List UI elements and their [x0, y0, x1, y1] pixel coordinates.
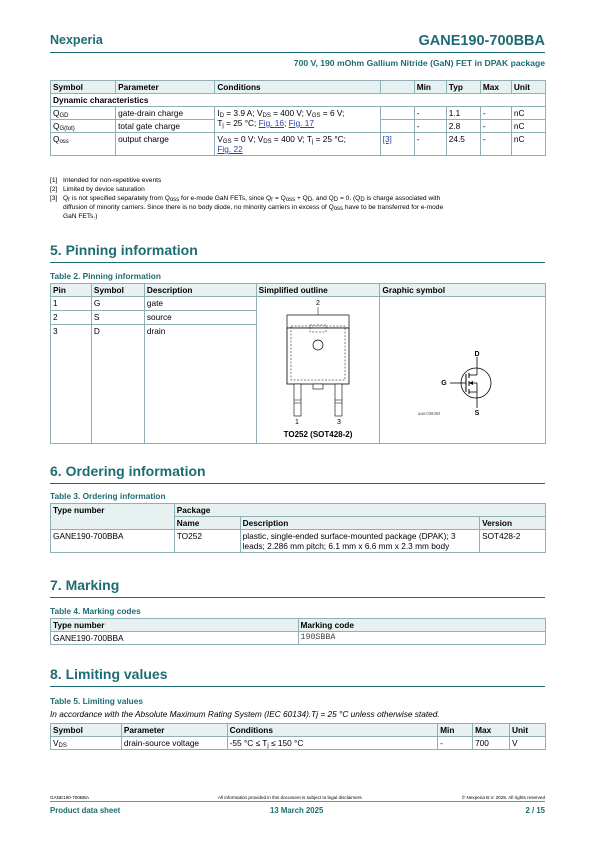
table-row: [51, 107, 546, 120]
section-title-marking: 7. Marking: [50, 577, 120, 593]
description-cell: gate: [144, 297, 256, 311]
source-label: S: [475, 410, 480, 417]
table-caption: Table 2. Pinning information: [50, 271, 161, 281]
min-cell: -: [414, 133, 446, 156]
fig17-link[interactable]: Fig. 17: [288, 118, 315, 128]
footer-legal-note: All information provided in this document is subject to legal disclaimers.: [218, 795, 363, 800]
unit-cell: nC: [511, 120, 545, 133]
outline-cell: [256, 297, 380, 444]
table-caption: Table 3. Ordering information: [50, 491, 166, 501]
col-type-number: Type number: [51, 504, 175, 530]
conditions-cell: -55 $^\circ C \le T_j \le 150$ °C: [227, 737, 437, 750]
col-max: Max: [473, 724, 510, 737]
note-item: [1] Intended for non-repetitive events: [50, 177, 162, 184]
max-cell: -: [480, 120, 511, 133]
marking-code-cell: 190SBBA: [298, 632, 546, 645]
type-cell: GANE190-700BBA: [51, 632, 299, 645]
col-name: Name: [174, 517, 240, 530]
unit-cell: nC: [511, 107, 545, 120]
fig16-link[interactable]: Fig. 16: [258, 118, 285, 128]
col-symbol: Symbol: [51, 724, 122, 737]
note-item: [3] $Q_r$ is not specified separately from $Q_{oss}$ for e-mode GaN FETs, since $Q_r = Q_{oss} + Q_D$, and $Q_D = 0$. ($Q_D$ is charge associated with diffusion of minority carriers. Since there is no body diode, no minority carriers in excess of $Q_{oss}$ have to be transferred for e-mode GaN FETs.): [50, 195, 444, 220]
table-caption: Table 4. Marking codes: [50, 606, 141, 616]
symbol-cell: S: [91, 311, 144, 325]
footer-doc-type: Product data sheet: [50, 806, 121, 815]
conditions-cell: $I_D = 3.9$ A; $V_{DS} = 400$ V; $V_{GS} = 6$ V; $T_j = 25$ °C; Fig. 16; Fig. 17: [215, 107, 380, 133]
col-min: Min: [438, 724, 473, 737]
unit-cell: V: [510, 737, 546, 750]
symbol-cell: $Q_{GD}$: [51, 107, 116, 120]
section-rule: [50, 262, 545, 263]
transistor-symbol-icon: [380, 297, 544, 443]
max-cell: -: [480, 133, 511, 156]
section-rule: [50, 686, 545, 687]
min-cell: -: [414, 120, 446, 133]
col-type-number: Type number: [51, 619, 299, 632]
section-label: Dynamic characteristics: [51, 94, 546, 107]
col-package: Package: [174, 504, 545, 517]
parameter-cell: gate-drain charge: [116, 107, 215, 120]
table-caption: Table 5. Limiting values: [50, 696, 143, 706]
description-cell: drain: [144, 325, 256, 444]
parameter-cell: output charge: [116, 133, 215, 156]
min-cell: -: [438, 737, 473, 750]
typ-cell: 24.5: [446, 133, 480, 156]
col-graphic-symbol: Graphic symbol: [380, 284, 546, 297]
ref-cell: [380, 133, 414, 156]
table-row: [51, 530, 546, 553]
note-3-link[interactable]: [3]: [382, 134, 392, 144]
package-outline-drawing: [257, 297, 379, 427]
brand-name: Nexperia: [50, 33, 103, 47]
col-conditions: Conditions: [215, 81, 380, 94]
col-description: Description: [144, 284, 256, 297]
table-row: [51, 632, 546, 645]
col-version: Version: [480, 517, 546, 530]
version-cell: SOT428-2: [480, 530, 546, 553]
section-title-limiting: 8. Limiting values: [50, 666, 168, 682]
pin-cell: 3: [51, 325, 92, 444]
characteristics-table: [50, 80, 546, 156]
pin-cell: 2: [51, 311, 92, 325]
table-header-row: [51, 619, 546, 632]
package-caption: TO252 (SOT428-2): [283, 430, 353, 439]
document-subtitle: 700 V, 190 mOhm Gallium Nitride (GaN) FET in DPAK package: [293, 58, 545, 68]
ref-cell: [380, 120, 414, 133]
col-max: Max: [480, 81, 511, 94]
footer-date: 13 March 2025: [270, 806, 324, 815]
footer-rule: [50, 801, 545, 802]
unit-cell: nC: [511, 133, 545, 156]
table-header-row: [51, 81, 546, 94]
col-conditions: Conditions: [227, 724, 437, 737]
col-parameter: Parameter: [116, 81, 215, 94]
section-title-ordering: 6. Ordering information: [50, 463, 206, 479]
header-rule: [50, 52, 545, 53]
max-cell: 700: [473, 737, 510, 750]
col-symbol: Symbol: [91, 284, 144, 297]
description-cell: source: [144, 311, 256, 325]
table-header-row: [51, 504, 546, 517]
symbol-cell: $V_{DS}$: [51, 737, 122, 750]
table-header-row: [51, 284, 546, 297]
table-row: [51, 133, 546, 156]
col-marking-code: Marking code: [298, 619, 546, 632]
limiting-values-table: [50, 723, 546, 750]
symbol-cell: $Q_{oss}$: [51, 133, 116, 156]
symbol-cell: $Q_{G(tot)}$: [51, 120, 116, 133]
pin-1-label: 1: [294, 419, 299, 426]
table-row: [51, 737, 546, 750]
graphic-symbol-cell: [380, 297, 546, 444]
symbol-cell: D: [91, 325, 144, 444]
table-header-row: [51, 724, 546, 737]
typ-cell: 1.1: [446, 107, 480, 120]
col-min: Min: [414, 81, 446, 94]
section-rule: [50, 597, 545, 598]
type-cell: GANE190-700BBA: [51, 530, 175, 553]
pin-2-label: 2: [315, 300, 320, 307]
ordering-table: [50, 503, 546, 553]
col-outline: Simplified outline: [256, 284, 380, 297]
name-cell: TO252: [174, 530, 240, 553]
col-symbol: Symbol: [51, 81, 116, 94]
section-row: [51, 94, 546, 107]
col-unit: Unit: [511, 81, 545, 94]
fig22-link[interactable]: Fig. 22: [217, 144, 243, 154]
section-rule: [50, 483, 545, 484]
page-number: 2 / 15: [525, 806, 545, 815]
col-parameter: Parameter: [121, 724, 227, 737]
typ-cell: 2.8: [446, 120, 480, 133]
table-notes: [50, 176, 546, 221]
section-title-pinning: 5. Pinning information: [50, 242, 198, 258]
symbol-cell: G: [91, 297, 144, 311]
description-cell: plastic, single-ended surface-mounted package (DPAK); 3 leads; 2.286 mm pitch; 6.1 mm x 6.6 mm x 2.3 mm body: [240, 530, 479, 553]
col-unit: Unit: [510, 724, 546, 737]
table-row: [51, 297, 546, 311]
pin-3-label: 3: [336, 419, 341, 426]
col-pin: Pin: [51, 284, 92, 297]
note-item: [2] Limited by device saturation: [50, 186, 145, 193]
drain-label: D: [474, 351, 480, 358]
col-ref: [380, 81, 414, 94]
table-condition-note: In accordance with the Absolute Maximum Rating System (IEC 60134).Tj = 25 °C unless otherwise stated.: [50, 709, 440, 719]
gate-label: G: [441, 380, 448, 387]
parameter-cell: total gate charge: [116, 120, 215, 133]
col-description: Description: [240, 517, 479, 530]
min-cell: -: [414, 107, 446, 120]
pinning-table: [50, 283, 546, 444]
col-typ: Typ: [446, 81, 480, 94]
parameter-cell: drain-source voltage: [121, 737, 227, 750]
marking-table: [50, 618, 546, 645]
footer-part-number: GANE190-700BBA: [50, 795, 90, 800]
footer-copyright: © Nexperia B.V. 2025. All rights reserved: [461, 795, 545, 800]
conditions-cell: $V_{GS} = 0$ V; $V_{DS} = 400$ V; $T_j = 25$ °C; Fig. 22: [215, 133, 380, 156]
ref-cell: [380, 107, 414, 120]
max-cell: -: [480, 107, 511, 120]
pin-cell: 1: [51, 297, 92, 311]
symbol-code: aaa-036394: [418, 411, 441, 416]
part-number: GANE190-700BBA: [418, 33, 545, 49]
